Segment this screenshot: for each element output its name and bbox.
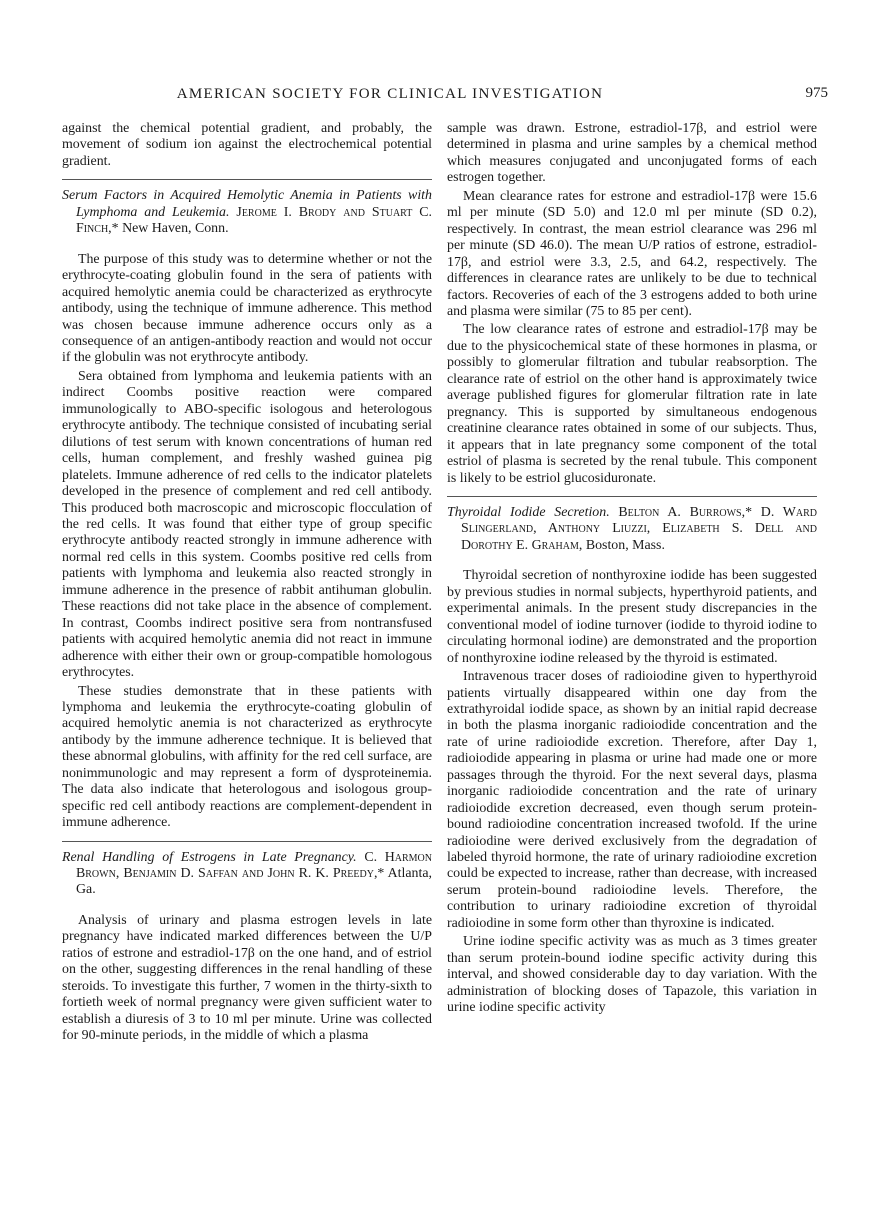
- right-column: [447, 121, 817, 1019]
- left-column: [62, 121, 432, 1047]
- paragraph: Intravenous tracer doses of radioiodine given to hyperthyroid patients virtually disappeared within one day from the extrathyroidal iodide space, as shown by an initial rapid decrease in both the plasma inorganic radioiodide concentration and the rate of urine radioiodide excretion. Therefore, after Day 1, radioiodide appearing in plasma or urine had made one or more passages through the thyroid. For the next several days, plasma inorganic radioiodide concentration and the rate of urinary radioiodide excretion decreased, even though serum protein-bound radioiodine concentration increased twofold. If the urine radioiodine were derived exclusively from the degradation of labeled thyroid hormone, the rate of urinary radioiodine excretion could be expected to increase, rather than decrease, with increased serum protein-bound radioiodine levels. Therefore, the contribution to urinary radioiodine excretion of thyroidal radioiodine in some form other than thyroxine is indicated.: [447, 669, 817, 931]
- abstract-authors: C. Harmon Brown, Benjamin D. Saffan and John R. K. Preedy,*: [76, 849, 432, 882]
- abstract-location: New Haven, Conn.: [122, 221, 229, 237]
- abstract-title: Serum Factors in Acquired Hemolytic Anemia in Patients with Lymphoma and Leukemia.: [62, 188, 432, 220]
- paragraph: These studies demonstrate that in these patients with lymphoma and leukemia the erythrocyte-coating globulin of acquired hemolytic anemia is not characterized as erythrocyte antibody by the immune adherence technique. It is believed that these abnormal globulins, with affinity for the red cell surface, are nonimmunologic and may represent a form of dysproteinemia. The data also indicate that heterologous and isologous group-specific red cell antibody reactions are complement-dependent in immune adherence.: [62, 683, 432, 831]
- paragraph: Urine iodine specific activity was as much as 3 times greater than serum protein-bound iodine specific activity during this interval, and showed considerable day to day variation. With the administration of blocking doses of Tapazole, this variation in urine iodine specific activity: [447, 934, 817, 1016]
- journal-title: AMERICAN SOCIETY FOR CLINICAL INVESTIGATION: [176, 86, 604, 102]
- page-number: 975: [805, 85, 828, 101]
- abstract-title: Thyroidal Iodide Secretion.: [447, 504, 610, 520]
- abstract-heading: [447, 496, 817, 554]
- abstract-title: Renal Handling of Estrogens in Late Pregnancy.: [62, 849, 357, 865]
- paragraph: Sera obtained from lymphoma and leukemia patients with an indirect Coombs positive reaction were compared immunologically to ABO-specific isologous and heterologous erythrocyte antibody. The technique consisted of incubating serial dilutions of test serum with known concentrations of human red cells, human complement, and freshly washed guinea pig platelets. Immune adherence of red cells to the indicator platelets developed in the presence of complement and red cell antibody. This produced both macroscopic and microscopic flocculation of the red cells. It was found that either type of group specific erythrocyte antibody reacted strongly in immune adherence with normal red cells in this system. Coombs positive red cells from patients with lymphoma and leukemia also reacted strongly in immune adherence in the presence of rabbit antihuman globulin. These reactions did not take place in the absence of complement. In contrast, Coombs indirect positive sera from nontransfused patients with acquired hemolytic anemia did not react in immune adherence with either their own or group-compatible homologous erythrocytes.: [62, 368, 432, 681]
- paragraph: Mean clearance rates for estrone and estradiol-17β were 15.6 ml per minute (SD 5.0) and 12.0 ml per minute (SD 0.2), respectively. In contrast, the mean estriol clearance was 296 ml per minute (SD 46.0). The mean U/P ratios of estrone, estradiol-17β, and estriol were 3.3, 2.5, and 64.2, respectively. The differences in clearance rates are unlikely to be due to technical factors. Recoveries of each of the 3 estrogens added to both urine and plasma were similar (75 to 85 per cent).: [447, 188, 817, 319]
- continued-paragraph: sample was drawn. Estrone, estradiol-17β, and estriol were determined in plasma and urine samples by a chemical method which measures conjugated and unconjugated forms of each estrogen together.: [447, 121, 817, 186]
- paragraph: The low clearance rates of estrone and estradiol-17β may be due to the physicochemical state of these hormones in plasma, or possibly to glomerular filtration and tubular reabsorption. The clearance rate of estriol on the other hand is approximately twice average published figures for glomerular filtration rate in late pregnancy. This is supported by simultaneous endogenous creatinine clearance rates obtained in some of our subjects. Thus, it appears that in late pregnancy some component of the total estriol of plasma is secreted by the renal tubule. This component is likely to be estriol glucosiduronate.: [447, 322, 817, 486]
- running-header: [62, 86, 828, 106]
- abstract-authors: Jerome I. Brody and Stuart C. Finch,*: [76, 204, 433, 237]
- paragraph: The purpose of this study was to determine whether or not the erythrocyte-coating globulin found in the sera of patients with acquired hemolytic anemia could be characterized as erythrocyte antibody, using the technique of immune adherence. This method was chosen because immune adherence occurs only as a consequence of an antigen-antibody reaction and would not occur if the globulin was not erythrocyte antibody.: [62, 251, 432, 366]
- paragraph: Thyroidal secretion of nonthyroxine iodide has been suggested by previous studies in normal subjects, hyperthyroid patients, and experimental animals. In the present study discrepancies in the conventional model of iodine turnover (iodide to thyroid iodine to circulating hormonal iodine) are demonstrated and the proportion of nonthyroxine iodine released by the thyroid is estimated.: [447, 568, 817, 666]
- continued-paragraph: against the chemical potential gradient, and probably, the movement of sodium ion against the electrochemical potential gradient.: [62, 121, 432, 169]
- paragraph: Analysis of urinary and plasma estrogen levels in late pregnancy have indicated marked differences between the U/P ratios of estrone and estradiol-17β on the one hand, and of estriol on the other, suggesting differences in the renal handling of these steroids. To investigate this further, 7 women in the thirty-sixth to fortieth week of normal pregnancy were given sufficient water to establish a diuresis of 3 to 10 ml per minute. Urine was collected for 90-minute periods, in the middle of which a plasma: [62, 912, 432, 1044]
- abstract-heading: [62, 841, 432, 899]
- abstract-heading: [62, 179, 432, 237]
- abstract-location: Boston, Mass.: [585, 537, 665, 553]
- abstract-location: Atlanta, Ga.: [76, 866, 432, 898]
- abstract-authors: Belton A. Burrows,* D. Ward Slingerland, Anthony Liuzzi, Elizabeth S. Dell and Dorothy E. Graham,: [461, 504, 817, 553]
